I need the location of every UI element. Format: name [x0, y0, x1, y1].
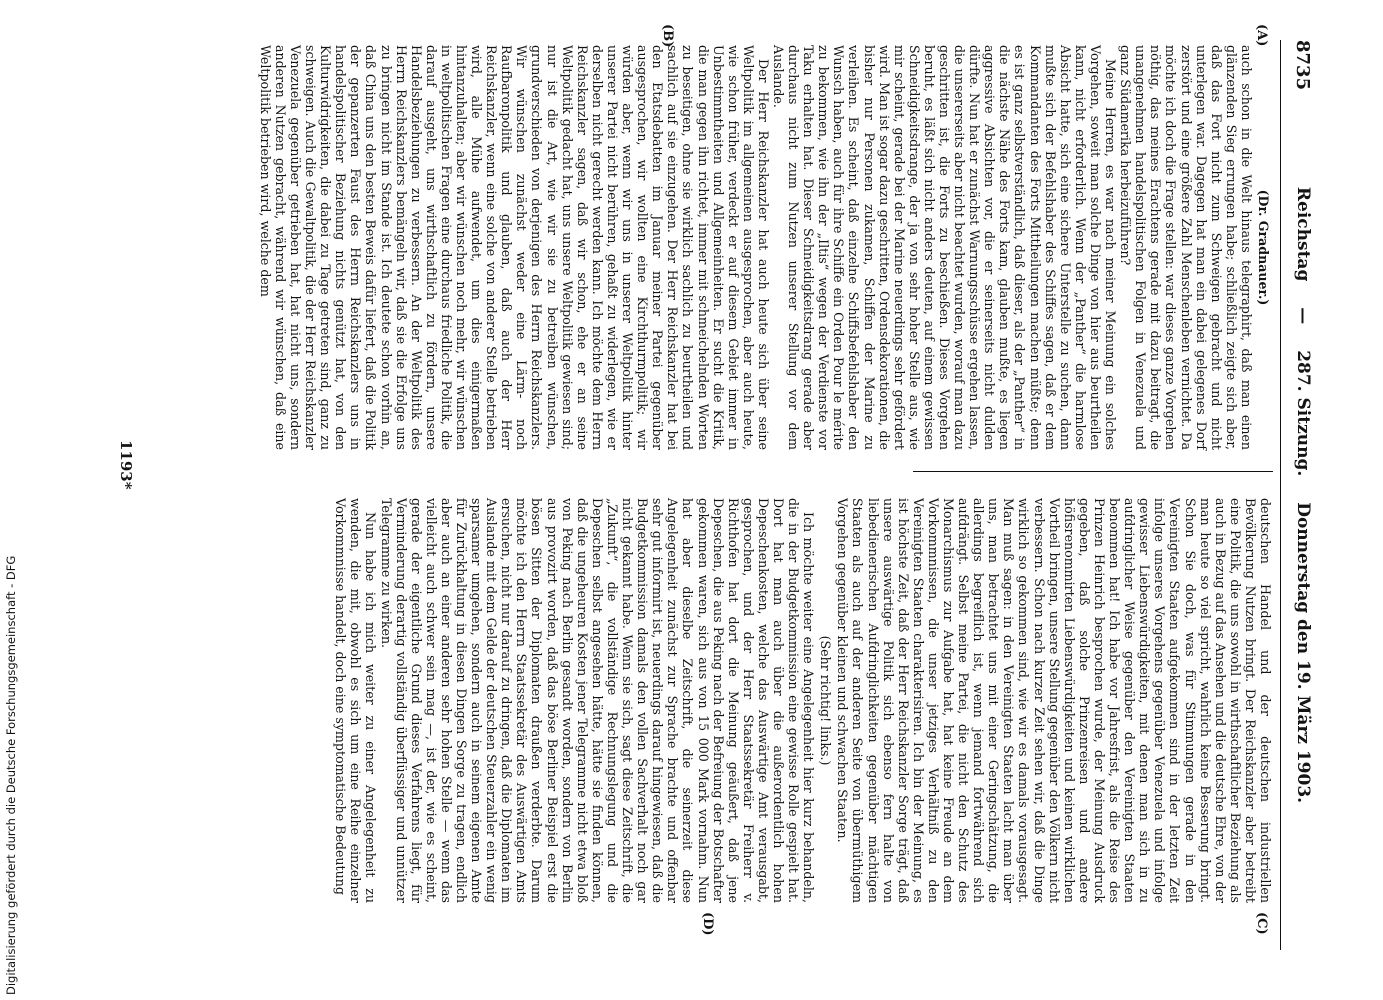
running-header	[1293, 130, 1313, 860]
right-column	[333, 498, 1273, 903]
paragraph: Ich möchte weiter eine Angelegenheit hier kurz behandeln, die in der Budgetkommission eine gewisse Rolle gespielt hat. Dort hat man auch über die außerordentlich hohen Depeschenkosten, welche das Auswärtige Amt verausgabt, gesprochen, und der Herr Staatssekretär Freiherr v. Richthofen hat dort die Meinung geäußert, daß jene Depeschen, die aus Peking nach der Befreiung der Botschafter gekommen waren, sich aus von 15 000 Mark vornahm. Nun hat aber dieselbe Zeitschrift, die seinerzeit diese Angelegenheit zunächst zur Sprache brachte und offenbar sehr gut informirt ist, neuerdings darauf hingewiesen, daß die Budgetkommission damals den vollen Sachverhalt noch gar nicht gekannt habe. Wenn sie sich, sagt diese Zeitschrift, die „Zukunft“, die vollständige Rechnungslegung und die Depeschen selbst angesehen hätte, hätte sie finden können, daß die ungeheuren Kosten jener Telegramme nicht etwa bloß von Peking nach Berlin gesandt worden, sondern von Berlin aus provozirt worden, daß das böse Berliner Beispiel erst die bösen Sitten der Diplomaten draußen verderbte. Darum möchte ich den Herrn Staatssekretär des Auswärtigen Amts ersuchen, nicht nur darauf zu dringen, daß die Diplomaten im Auslande mit dem Gelde der deutschen Steuerzahler ein wenig sparsamer umgehen, sondern auch in seinem eigenen Amte für Zurückhaltung in diesen Dingen Sorge zu tragen, endlich aber auch an einer anderen sehr hohen Stelle — wenn das vielleicht auch schwer sein mag —, ist der, wie es scheint, gerade der eigentliche Grund dieses Verfahrens liegt, für Verminderung derartig vollständig überflüssiger und unnützer Telegramme zu wirken.	[378, 498, 817, 903]
header-title-left: Reichstag	[1293, 186, 1313, 282]
header-date: Donnerstag den 19. März 1903.	[1293, 502, 1313, 804]
rotated-document-page	[90, 24, 1325, 950]
header-session: 287. Sitzung.	[1293, 350, 1313, 477]
margin-marker-b: (B)	[660, 24, 675, 48]
margin-marker-a: (A)	[1254, 24, 1269, 47]
paragraph: deutschen Handel und der deutschen industriellen Bevölkerung Nutzen bringt. Der Reichskanzler aber betreibt eine Politik, die uns sowohl in wirthschaftlicher Beziehung als auch in Bezug auf das Ansehen und die deutsche Ehre, von der man heute so viel spricht, wahrlich keine Besserung bringt. Schon Sie doch, was für Stimmungen gerade in den Vereinigten Staaten aufgekommen sind in der letzten Zeit infolge unseres Vorgehens gegenüber Venezuela und infolge gewisser Liebenswürdigkeiten, mit denen man sich in zu aufdringlicher Weise gegenüber den Vereinigten Staaten benommen hat! Ich habe vor Jahresfrist, als die Reise des Prinzen Heinrich besprochen wurde, der Meinung Ausdruck gegeben, daß solche Prinzenreisen und andere höfisrenommirten Liebenswürdigkeiten und keinen wirklichen Vortheil bringen, unsere Stellung gegenüber den Völkern nicht verbessern. Schon nach kurzer Zeit sehen wir, daß die Dinge wirklich so gekommen sind, wie wir es damals vorausgesagt. Man muß sagen: in den Vereinigten Staaten lacht man über uns, man betrachtet uns mit einer Geringschätzung, die allerdings begreiflich ist, wenn jemand fortwährend sich aufdrängt. Selbst meine Partei, die nicht den Schutz des Monarchismus zur Aufgabe hat, hat keine Freude an dem Vorkommnissen, die unser jetziges Verhältniß zu den Vereinigten Staaten charakterisiren. Ich bin der Meinung, es ist höchste Zeit, daß der Herr Reichskanzler Sorge trägt, daß unsere auswärtige Politik sich ebenso fern halte von liebedienerischen Aufdringlichkeiten gegenüber mächtigen Staaten als auch auf der anderen Seite von übermüthigem Vorgehen gegenüber kleinen und schwachen Staaten.	[835, 498, 1273, 903]
digitization-credit: Digitalisierung gefördert durch die Deutsche Forschungsgemeinschaft - DFG	[4, 555, 18, 995]
left-column	[258, 45, 1273, 450]
paragraph: Meine Herren, es war nach meiner Meinung ein solches Vorgehen, soweit man solche Dinge von hier aus beurtheilen kann, nicht erforderlich. Wenn der „Panther“ die harmlose Absicht hatte, sich eine sichere Unterstelle zu suchen, dann mußte sich der Befehlshaber des Schiffes sagen, daß er dem Kommandanten des Forts Mittheilungen machen müßte; denn es ist ganz selbstverständlich, daß dieser, als der „Panther“ in die nächste Nähe des Forts kam, glauben mußte, es liegen aggressive Absichten vor, die er seinerseits nicht dulden dürfte. Nun hat er zunächst Warnungsschüsse ergehen lassen, die unsererseits aber nicht beachtet wurden, worauf man dazu geschritten ist, die Forts zu beschießen. Dieses Vorgehen beruht, es läßt sich nicht anders deuten, auf einem gewissen Schneidigkeitsdrange, der ja von sehr hoher Stelle aus, wie mir scheint, gerade bei der Marine neuerdings sehr gefördert wird. Man ist sogar dazu geschritten, Ordensdekorationen, die bisher nur Personen zukamen, Schiffen der Marine zu verleihen. Es scheint, daß einzelne Schiffsbefehlshaber den Wunsch haben, auch für ihre Schiffe ein Orden Pour le mérite zu bekommen, wie ihn der „Iltis“ wegen der Verdienste vor Taku erhalten hat. Dieser Schneidigkeitsdrang gerade aber durchaus nicht zum Nutzen unserer Stellung vor dem Auslande.	[771, 45, 1119, 450]
header-dash: —	[1293, 307, 1313, 325]
margin-marker-d: (D)	[700, 912, 715, 936]
header-rule	[1280, 40, 1281, 950]
interjection: (Sehr richtig! links.)	[818, 635, 834, 766]
margin-marker-c: (C)	[1254, 912, 1269, 935]
paragraph: Nun habe ich mich weiter zu einer Angelegenheit zu wenden, die mit, obwohl es sich um eine Reihe einzelner Vorkommnisse handelt, doch eine symptomatische Bedeutung	[333, 498, 379, 903]
column-divider	[913, 471, 1273, 472]
speaker-label: (Dr. Gradnauer.)	[1256, 189, 1271, 306]
paragraph: Der Herr Reichskanzler hat auch heute sich über seine Weltpolitik im allgemeinen ausgesprochen, aber auch heute, wie schon früher, verdeckt er auf diesem Gebiet immer in Unbestimmtheiten und Allgemeinheiten. Er sucht die Kritik, die man gegen ihn richtet, immer mit schmeichelnden Worten zu beseitigen, ohne sie wirklich sachlich zu beurtheilen und sachlich auf sie einzugehen. Der Herr Reichskanzler hat bei den Etatsdebatten im Januar meiner Partei gegenüber ausgesprochen, wir wollten eine Kirchthurmpolitik; wir würden aber, wenn wir uns in unserer Weltpolitik hinter unserer Partei nicht berühren, gehaßt zu widerlegen, wie er derselben nicht gerecht werden kann. Ich möchte dem Herrn Reichskanzler sagen, daß wir schon, ehe er an seine Weltpolitik gedacht hat, uns unsere Weltpolitik gewiesen sind; nur ist die Art, wie wir sie zu betreiben wünschen, grundverschieden von derjenigen des Herrn Reichskanzlers. Wir wünschen zunächst weder eine Lärm- noch Raufbaronpolitik und glauben, daß auch der Herr Reichskanzler, wenn eine solche von anderer Stelle betrieben wird, alle Mühe aufwendet, um dies einigermaßen hintanzuhalten; aber wir wünschen noch mehr, wir wünschen in weltpolitischen Fragen eine durchaus friedliche Politik, die darauf ausgeht, uns wirthschaftlich zu fördern, unsere Handelsbeziehungen zu verbessern. An der Weltpolitik des Herrn Reichskanzlers bemängeln wir, daß sie die Erfolge uns zu bringen nicht im Stande ist. Ich deutete schon vorhin an, daß China uns den besten Beweis dafür liefert, daß die Politik der gepanzerten Faust des Herrn Reichskanzlers uns in handelspolitischer Beziehung nichts genützt hat, von den Kulturwidrigkeiten, die dabei zu Tage getreten sind, ganz zu schweigen. Auch die Gewaltpolitik, die der Herr Reichskanzler Venezuela gegenüber getrieben hat, hat nicht uns, sondern anderen Nutzen gebracht, während wir wünschen, daß eine Weltpolitik betrieben wird, welche dem	[257, 45, 771, 450]
sheet-number: 1193*	[117, 440, 135, 490]
paragraph: auch schon in die Welt hinaus telegraphirt, daß man einen glänzenden Sieg errungen habe; schließlich zeigte sich aber, daß das Fort nicht zum Schweigen gebracht und nicht unterlegen war. Dagegen hat man ein dabei gelegenes Dorf zerstört und eine größere Zahl Menschenleben vernichtet. Da möchte ich doch die Frage stellen: war dieses ganze Vorgehen nöthig, das meines Erachtens gerade mit dazu beitragt, die unangenehmen handelspolitischen Folgen in Venezuela und ganz Südamerika herbeizuführen?	[1118, 45, 1254, 450]
page-number: 8735	[1292, 40, 1313, 91]
